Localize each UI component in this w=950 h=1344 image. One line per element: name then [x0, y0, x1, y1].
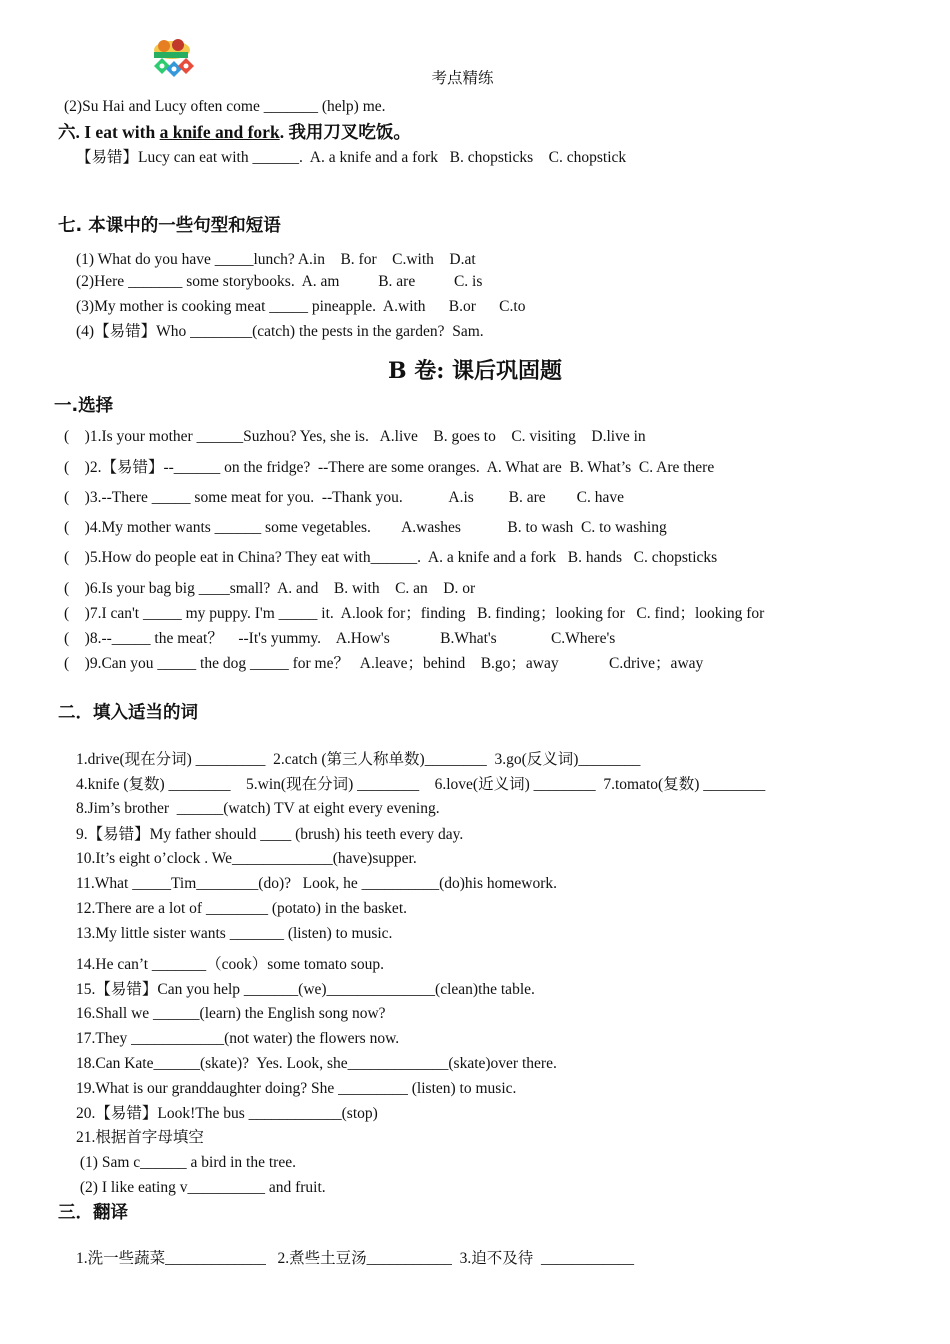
section-6-prefix: 六. I eat with — [58, 122, 160, 142]
section-translate-heading: 三．翻译 — [58, 1203, 128, 1223]
choice-question: ( )2.【易错】--______ on the fridge? --There are some oranges. A. What are B. What’s C. Are there — [64, 459, 715, 476]
fill-question: 19.What is our granddaughter doing? She _________ (listen) to music. — [76, 1080, 517, 1097]
question-line: 【易错】Lucy can eat with ______. A. a knife and a fork B. chopsticks C. chopstick — [76, 149, 627, 166]
choice-question: ( )8.--_____ the meat？ --It's yummy. A.How's B.What's C.Where's — [64, 630, 616, 647]
fill-question: 1.drive(现在分词) _________ 2.catch (第三人称单数)________ 3.go(反义词)________ — [76, 751, 641, 768]
b-paper-title: B 卷: 课后巩固题 — [387, 358, 563, 384]
question-line: (4)【易错】Who ________(catch) the pests in the garden? Sam. — [76, 323, 484, 340]
section-6-underlined: a knife and fork — [159, 122, 280, 142]
fill-question: 11.What _____Tim________(do)? Look, he __________(do)his homework. — [76, 875, 558, 892]
section-6-heading — [58, 122, 411, 142]
fill-question: 20.【易错】Look!The bus ____________(stop) — [76, 1105, 378, 1122]
fill-question: 12.There are a lot of ________ (potato) in the basket. — [76, 900, 407, 917]
fill-question: 18.Can Kate______(skate)? Yes. Look, she_____________(skate)over there. — [76, 1055, 557, 1072]
fill-question: 15.【易错】Can you help _______(we)______________(clean)the table. — [76, 981, 535, 998]
section-fill-heading: 二．填入适当的词 — [58, 703, 198, 723]
fill-question: 8.Jim’s brother ______(watch) TV at eight every evening. — [76, 800, 440, 817]
fill-question: 9.【易错】My father should ____ (brush) his teeth every day. — [76, 826, 464, 843]
choice-question: ( )1.Is your mother ______Suzhou? Yes, she is. A.live B. goes to C. visiting D.live in — [64, 428, 646, 445]
choice-question: ( )4.My mother wants ______ some vegetables. A.washes B. to wash C. to washing — [64, 519, 667, 536]
section-7-heading: 七. 本课中的一些句型和短语 — [58, 216, 281, 236]
fill-question: 16.Shall we ______(learn) the English song now? — [76, 1005, 386, 1022]
section-6-suffix: . 我用刀叉吃饭。 — [279, 122, 411, 142]
fill-question: (2) I like eating v__________ and fruit. — [76, 1179, 326, 1196]
fill-question: 10.It’s eight o’clock . We_____________(have)supper. — [76, 850, 417, 867]
question-line: (2)Here _______ some storybooks. A. am B. are C. is — [76, 273, 483, 290]
section-choice-heading: 一.选择 — [54, 396, 114, 416]
fill-question: 17.They ____________(not water) the flowers now. — [76, 1030, 400, 1047]
choice-question: ( )6.Is your bag big ____small? A. and B. with C. an D. or — [64, 580, 476, 597]
fill-question: 14.He can’t _______（cook）some tomato soup. — [76, 956, 384, 973]
question-line: (1) What do you have _____lunch? A.in B. for C.with D.at — [76, 251, 476, 268]
choice-question: ( )7.I can't _____ my puppy. I'm _____ it. A.look for；finding B. finding；looking for C. find；looking for — [64, 605, 765, 622]
choice-question: ( )9.Can you _____ the dog _____ for me？ A.leave；behind B.go；away C.drive；away — [64, 655, 704, 672]
choice-question: ( )3.--There _____ some meat for you. --Thank you. A.is B. are C. have — [64, 489, 625, 506]
page-header-title: 考点精练 — [431, 70, 494, 87]
translate-question: 1.洗一些蔬菜_____________ 2.煮些土豆汤___________ 3.迫不及待 ____________ — [76, 1250, 635, 1267]
sentence-line: (2)Su Hai and Lucy often come _______ (help) me. — [64, 98, 386, 115]
fill-question: 4.knife (复数) ________ 5.win(现在分词) ________ 6.love(近义词) ________ 7.tomato(复数) ________ — [76, 776, 766, 793]
choice-question: ( )5.How do people eat in China? They eat with______. A. a knife and a fork B. hands C. chopsticks — [64, 549, 718, 566]
question-line: (3)My mother is cooking meat _____ pineapple. A.with B.or C.to — [76, 298, 526, 315]
fill-question: 13.My little sister wants _______ (listen) to music. — [76, 925, 393, 942]
fill-question: 21.根据首字母填空 — [76, 1129, 204, 1146]
fill-question: (1) Sam c______ a bird in the tree. — [76, 1154, 296, 1171]
